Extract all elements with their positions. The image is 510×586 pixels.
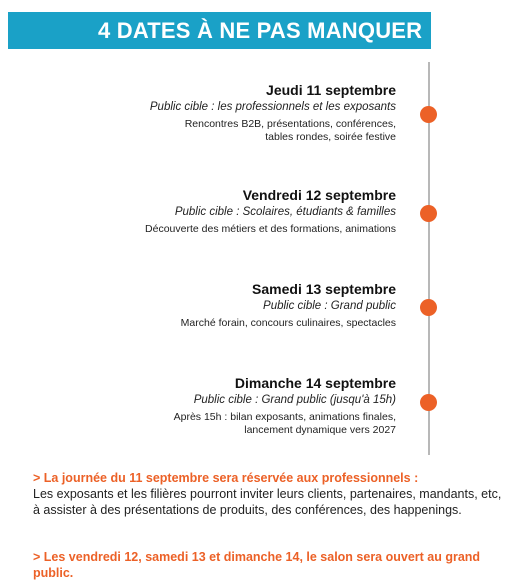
timeline-dot-2	[420, 205, 437, 222]
event-description-line: Après 15h : bilan exposants, animations finales,	[173, 411, 396, 423]
professionals-note-body: Les exposants et les filières pourront inviter leurs clients, partenaires, mandants, etc, à assister à des présentations de produits, des conférences, des happenings.	[33, 487, 502, 517]
event-friday	[36, 187, 396, 236]
event-description	[36, 223, 396, 236]
event-description	[36, 118, 396, 144]
event-description	[36, 411, 396, 437]
event-description-line: lancement dynamique vers 2027	[244, 424, 396, 436]
timeline-dot-1	[420, 106, 437, 123]
event-description	[36, 317, 396, 330]
event-sunday	[36, 375, 396, 437]
event-audience: Public cible : les professionnels et les exposants	[149, 101, 396, 113]
event-date: Vendredi 12 septembre	[242, 187, 396, 203]
timeline-dot-4	[420, 394, 437, 411]
event-saturday	[36, 281, 396, 330]
event-description-line: Découverte des métiers et des formations, animations	[145, 223, 396, 235]
professionals-note	[33, 470, 503, 518]
event-description-line: Rencontres B2B, présentations, conférences,	[184, 118, 396, 130]
event-description-line: Marché forain, concours culinaires, spectacles	[180, 317, 396, 329]
public-note	[33, 549, 503, 581]
section-title: 4 DATES À NE PAS MANQUER	[98, 18, 423, 43]
public-note-heading: > Les vendredi 12, samedi 13 et dimanche 14, le salon sera ouvert au grand public.	[33, 550, 481, 580]
event-audience: Public cible : Scolaires, étudiants & familles	[174, 206, 396, 218]
event-audience: Public cible : Grand public	[263, 300, 396, 312]
event-date: Dimanche 14 septembre	[234, 375, 396, 391]
event-date: Samedi 13 septembre	[252, 281, 396, 297]
section-title-banner	[8, 12, 431, 49]
timeline-dot-3	[420, 299, 437, 316]
event-description-line: tables rondes, soirée festive	[265, 131, 396, 143]
event-audience: Public cible : Grand public (jusqu'à 15h)	[193, 394, 396, 406]
professionals-note-heading: > La journée du 11 septembre sera réservée aux professionnels :	[33, 471, 419, 485]
event-date: Jeudi 11 septembre	[266, 82, 396, 98]
event-thursday	[36, 82, 396, 144]
